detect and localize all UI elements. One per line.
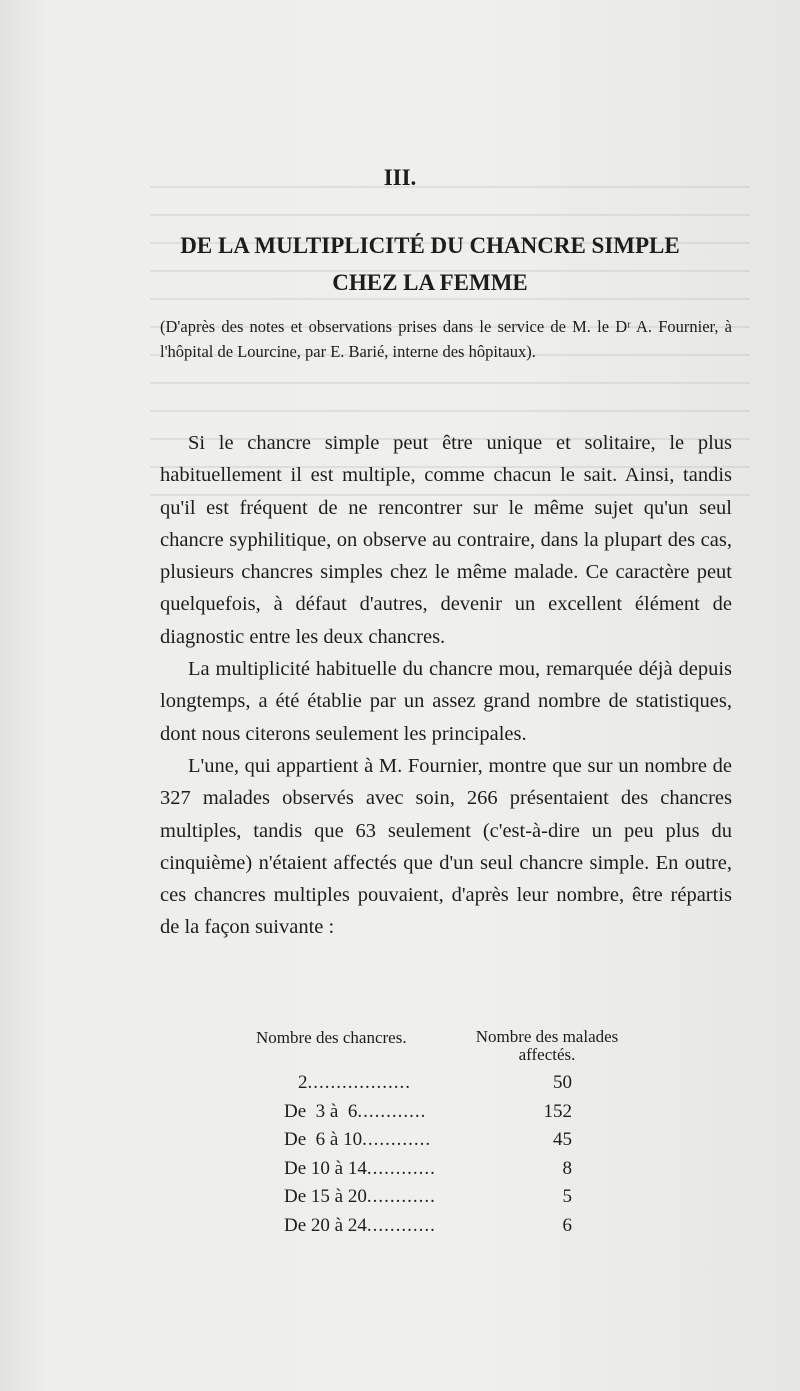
table-row [160, 1072, 732, 1101]
value-cell: 50 [553, 1072, 572, 1093]
body-text [160, 427, 732, 944]
section-number: III. [383, 165, 417, 190]
range-cell: De 20 à 24............ [284, 1214, 436, 1236]
range-cell: 2.................. [298, 1072, 411, 1093]
table-header [160, 1028, 732, 1072]
table-row [160, 1158, 732, 1187]
section-subtitle: (D'après des notes et observations prises dans le service de M. le Dʳ A. Fournier, à l'hôpital de Lourcine, par E. Barié, interne des hôpitaux). [160, 317, 732, 361]
value-cell: 5 [562, 1186, 572, 1207]
paragraph: La multiplicité habituelle du chancre mou, remarquée déjà depuis longtemps, a été établie par un assez grand nombre de statistiques, dont nous citerons seulement les principales. [160, 658, 732, 745]
statistics-table [160, 1028, 732, 1243]
table-row [160, 1186, 732, 1215]
value-cell: 8 [562, 1157, 572, 1179]
range-cell: De 10 à 14............ [284, 1157, 436, 1179]
section-title [130, 227, 730, 301]
title-line-1: DE LA MULTIPLICITÉ DU CHANCRE SIMPLE [180, 233, 680, 258]
title-line-2: CHEZ LA FEMME [332, 270, 528, 295]
table-row [160, 1101, 732, 1130]
paragraph: Si le chancre simple peut être unique et solitaire, le plus habituellement il est multiple, comme chacun le sait. Ainsi, tandis qu'il est fréquent de ne rencontrer sur le même sujet qu'un seul chancre syphilitique, on observe au contraire, dans la plupart des cas, plusieurs chancres simples chez le même malade. Ce caractère peut quelquefois, à défaut d'autres, devenir un excellent élément de diagnostic entre les deux chancres. [160, 432, 732, 648]
value-cell: 152 [543, 1100, 572, 1122]
value-cell: 45 [553, 1129, 572, 1150]
table-row [160, 1129, 732, 1158]
range-cell: De 3 à 6............ [284, 1100, 427, 1122]
paragraph: L'une, qui appartient à M. Fournier, montre que sur un nombre de 327 malades observés avec soin, 266 présentaient des chancres multiples, tandis que 63 seulement (c'est-à-dire un peu plus du cinquième) n'étaient affectés que d'un seul chancre simple. En outre, ces chancres multiples pouvaient, d'après leur nombre, être répartis de la façon suivante : [160, 754, 732, 939]
range-cell: De 15 à 20............ [284, 1186, 436, 1207]
table-row [160, 1215, 732, 1244]
value-cell: 6 [562, 1214, 572, 1236]
range-cell: De 6 à 10............ [284, 1129, 432, 1150]
column-header-chancres: Nombre des chancres. [256, 1028, 407, 1047]
column-header-malades: Nombre des malades affectés. [475, 1027, 619, 1064]
